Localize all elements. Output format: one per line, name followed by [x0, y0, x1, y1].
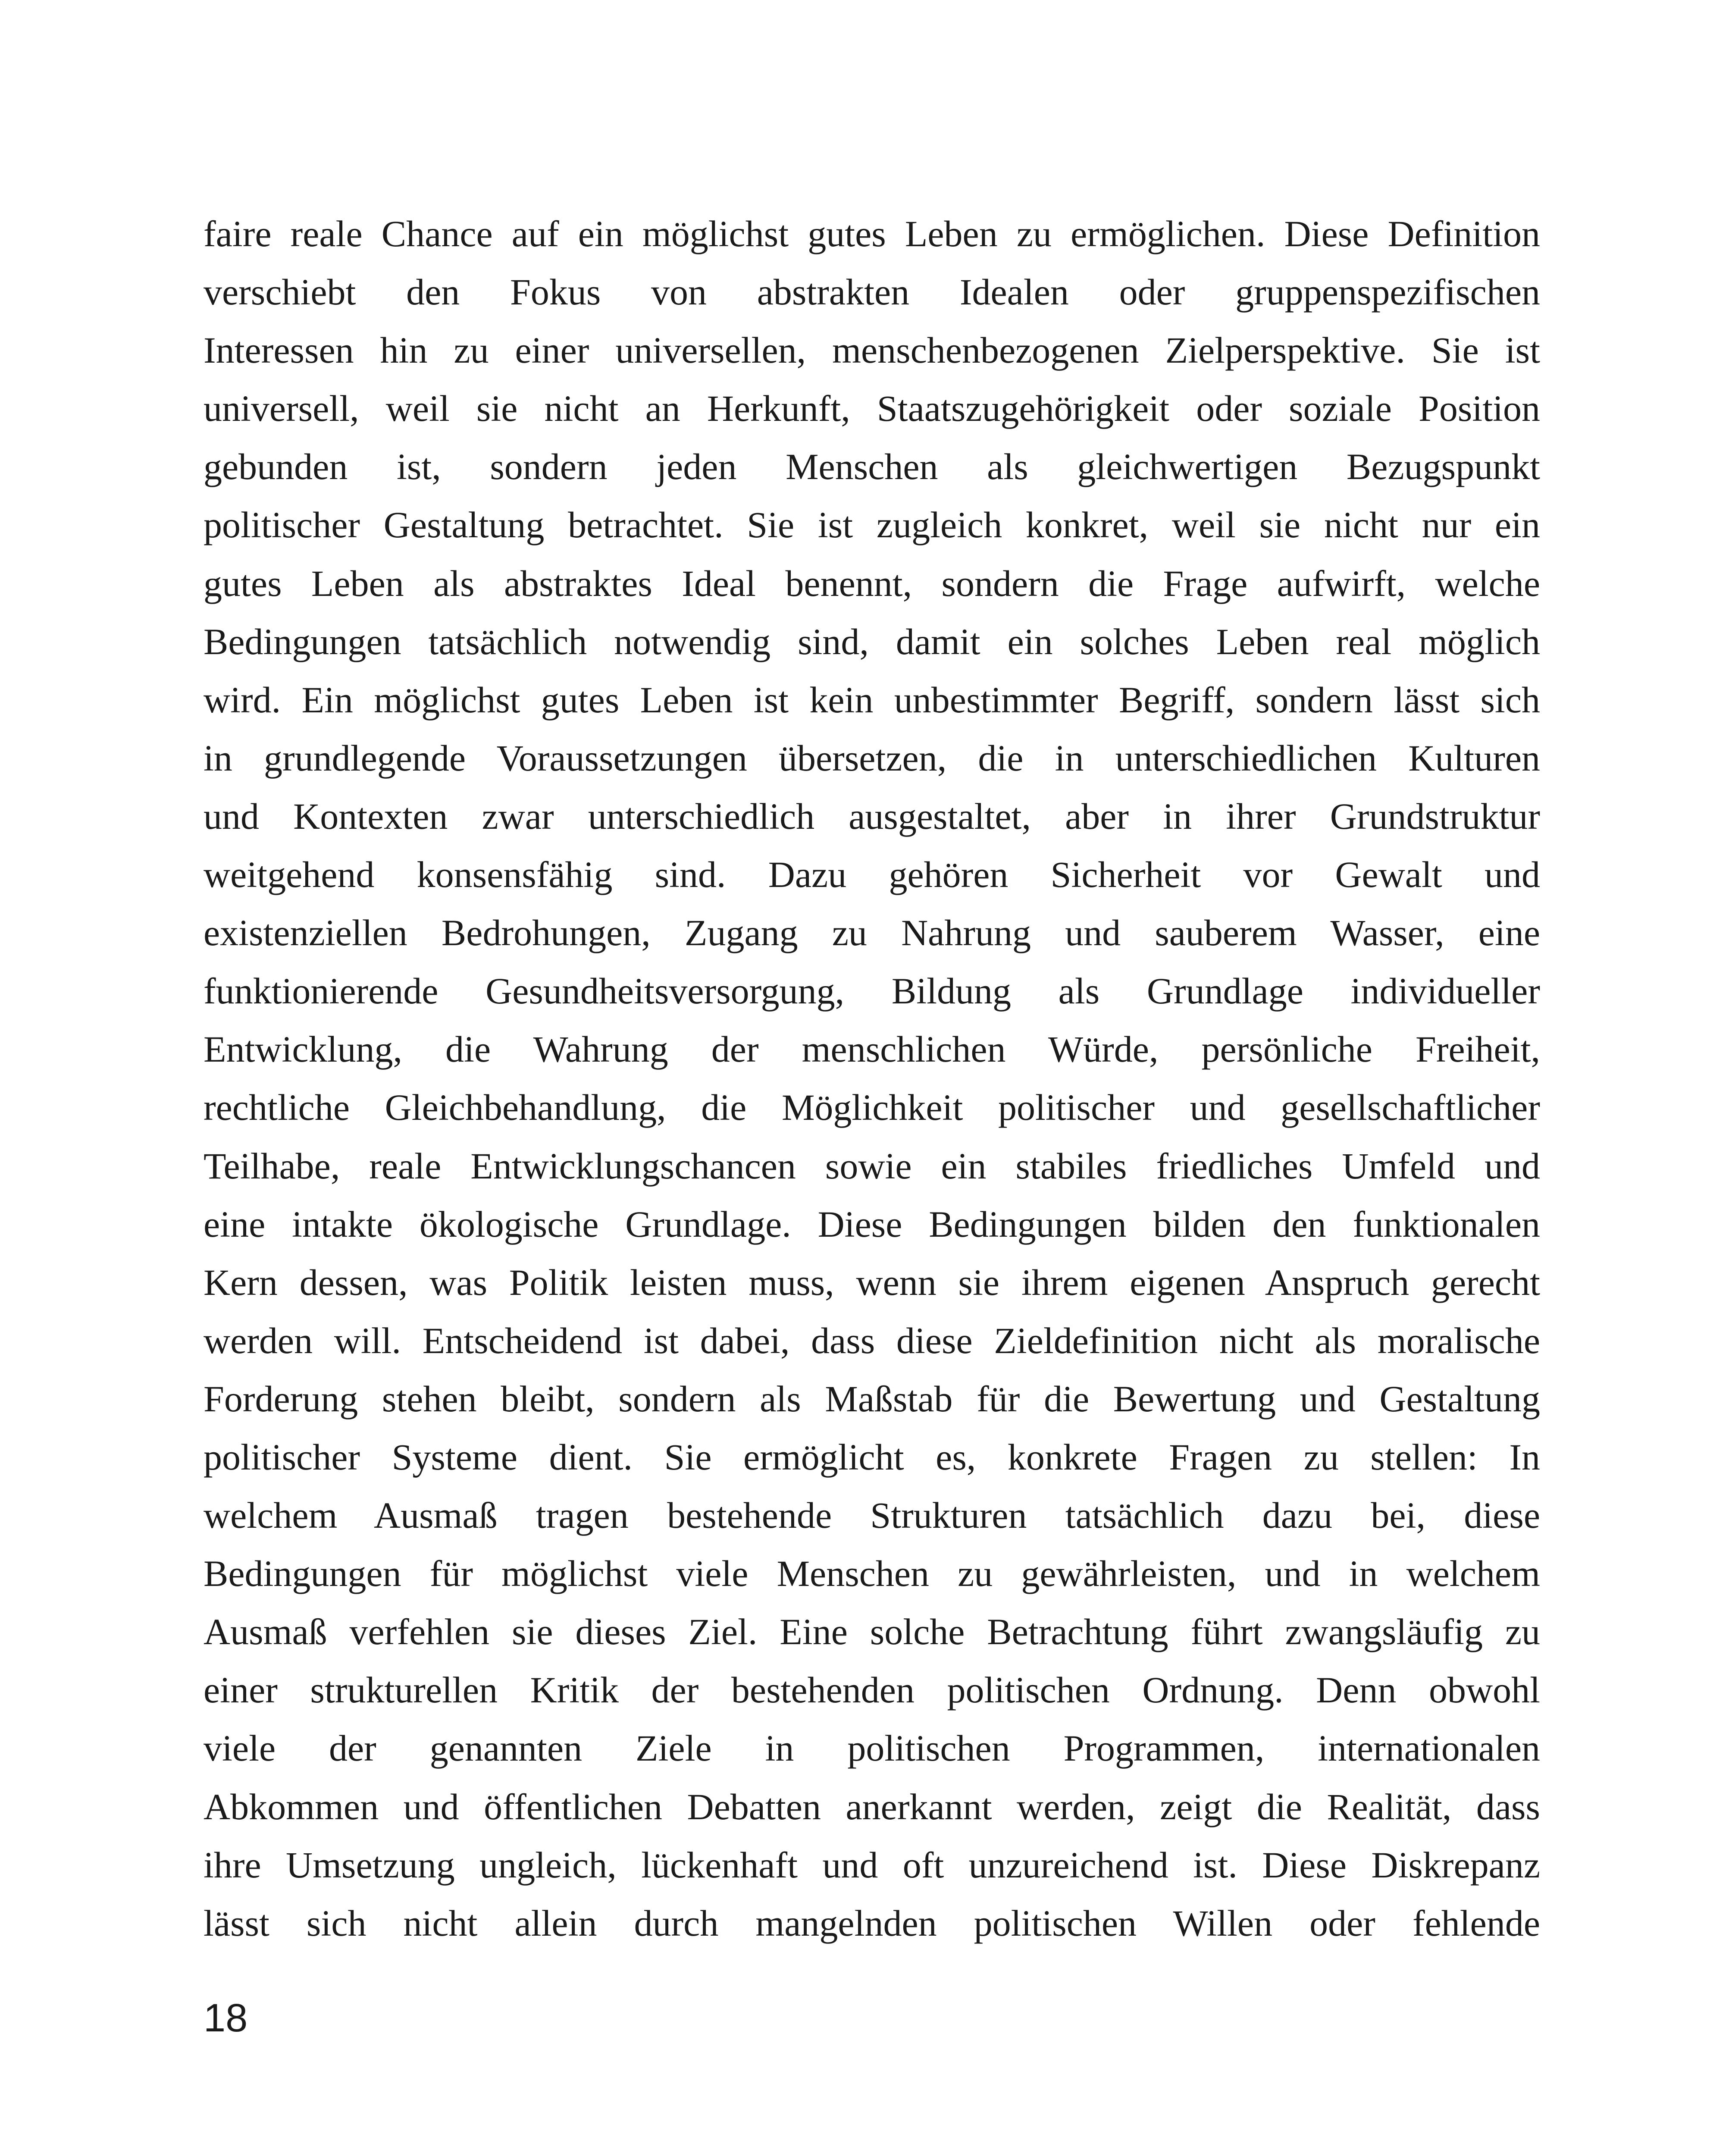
- text-line: gutes Leben als abstraktes Ideal benennt, sondern die Frage aufwirft, welche: [204, 562, 1540, 604]
- page-number: 18: [204, 1996, 248, 2040]
- text-line: Abkommen und öffentlichen Debatten anerkannt werden, zeigt die Realität, dass: [204, 1786, 1540, 1827]
- text-line: und Kontexten zwar unterschiedlich ausgestaltet, aber in ihrer Grundstruktur: [204, 795, 1540, 837]
- text-line: in grundlegende Voraussetzungen übersetzen, die in unterschiedlichen Kulturen: [204, 737, 1540, 779]
- text-line: Interessen hin zu einer universellen, menschenbezogenen Zielperspektive. Sie ist: [204, 329, 1540, 371]
- text-line: werden will. Entscheidend ist dabei, dass diese Zieldefinition nicht als moralische: [204, 1319, 1540, 1361]
- text-line: eine intakte ökologische Grundlage. Diese Bedingungen bilden den funktionalen: [204, 1203, 1540, 1245]
- text-line: rechtliche Gleichbehandlung, die Möglichkeit politischer und gesellschaftlicher: [204, 1087, 1540, 1128]
- text-line: verschiebt den Fokus von abstrakten Idealen oder gruppenspezifischen: [204, 271, 1540, 313]
- text-line: wird. Ein möglichst gutes Leben ist kein unbestimmter Begriff, sondern lässt sich: [204, 679, 1540, 721]
- text-line: funktionierende Gesundheitsversorgung, Bildung als Grundlage individueller: [204, 970, 1540, 1012]
- text-line: welchem Ausmaß tragen bestehende Strukturen tatsächlich dazu bei, diese: [204, 1495, 1540, 1536]
- text-line: Entwicklung, die Wahrung der menschlichen Würde, persönliche Freiheit,: [204, 1028, 1540, 1070]
- text-line: lässt sich nicht allein durch mangelnden politischen Willen oder fehlende: [204, 1902, 1540, 1944]
- text-line: Forderung stehen bleibt, sondern als Maßstab für die Bewertung und Gestaltung: [204, 1378, 1540, 1420]
- text-line: existenziellen Bedrohungen, Zugang zu Nahrung und sauberem Wasser, eine: [204, 912, 1540, 954]
- text-line: viele der genannten Ziele in politischen Programmen, internationalen: [204, 1727, 1540, 1769]
- text-line: politischer Systeme dient. Sie ermöglicht es, konkrete Fragen zu stellen: In: [204, 1436, 1540, 1478]
- text-line: Bedingungen tatsächlich notwendig sind, damit ein solches Leben real möglich: [204, 620, 1540, 662]
- text-line: Kern dessen, was Politik leisten muss, wenn sie ihrem eigenen Anspruch gerecht: [204, 1261, 1540, 1303]
- text-line: Bedingungen für möglichst viele Menschen zu gewährleisten, und in welchem: [204, 1553, 1540, 1595]
- text-line: politischer Gestaltung betrachtet. Sie ist zugleich konkret, weil sie nicht nur ein: [204, 504, 1540, 546]
- text-line: einer strukturellen Kritik der bestehenden politischen Ordnung. Denn obwohl: [204, 1669, 1540, 1711]
- body-paragraph: [204, 205, 1540, 1952]
- text-line: faire reale Chance auf ein möglichst gutes Leben zu ermöglichen. Diese Definition: [204, 213, 1540, 254]
- text-line: Teilhabe, reale Entwicklungschancen sowie ein stabiles friedliches Umfeld und: [204, 1145, 1540, 1187]
- text-line: Ausmaß verfehlen sie dieses Ziel. Eine solche Betrachtung führt zwangsläufig zu: [204, 1611, 1540, 1653]
- text-line: universell, weil sie nicht an Herkunft, Staatszugehörigkeit oder soziale Position: [204, 388, 1540, 429]
- text-line: ihre Umsetzung ungleich, lückenhaft und oft unzureichend ist. Diese Diskrepanz: [204, 1844, 1540, 1886]
- text-line: gebunden ist, sondern jeden Menschen als gleichwertigen Bezugspunkt: [204, 446, 1540, 488]
- text-line: weitgehend konsensfähig sind. Dazu gehören Sicherheit vor Gewalt und: [204, 854, 1540, 896]
